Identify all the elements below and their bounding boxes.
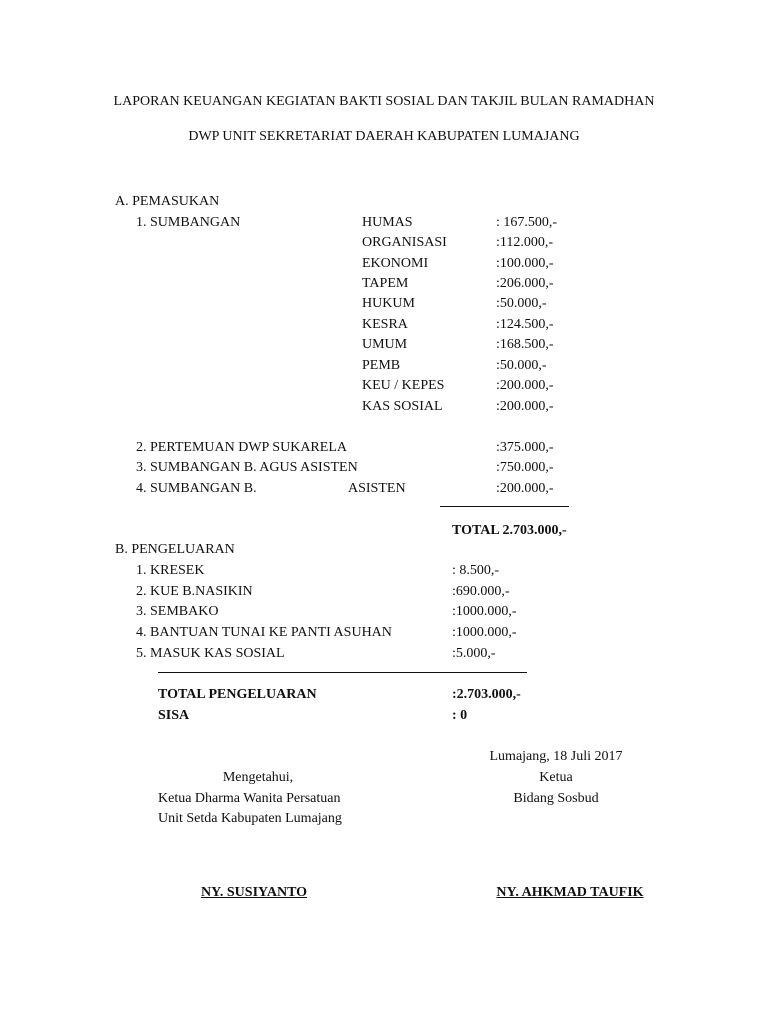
expense-item-amount: :690.000,-: [452, 584, 510, 599]
sumbangan-amount: :124.500,-: [496, 317, 554, 332]
income-item-label: 2. PERTEMUAN DWP SUKARELA: [136, 440, 347, 455]
income-item-amount: :200.000,-: [496, 481, 554, 496]
expense-item-label: 3. SEMBAKO: [136, 604, 219, 619]
income-item-label: 4. SUMBANGAN B.: [136, 481, 257, 496]
sumbangan-name: UMUM: [362, 337, 408, 352]
expense-item-amount: :1000.000,-: [452, 625, 517, 640]
signature-right-name: NY. AHKMAD TAUFIK: [496, 885, 644, 900]
balance-label: SISA: [158, 708, 190, 723]
sumbangan-amount: :200.000,-: [496, 399, 554, 414]
expense-item-label: 1. KRESEK: [136, 563, 205, 578]
sumbangan-amount: :112.000,-: [496, 235, 554, 250]
section-b-heading: B. PENGELUARAN: [115, 542, 235, 557]
sumbangan-name: PEMB: [362, 358, 401, 373]
expense-item-label: 4. BANTUAN TUNAI KE PANTI ASUHAN: [136, 625, 392, 640]
document-title: LAPORAN KEUANGAN KEGIATAN BAKTI SOSIAL DAN TAKJIL BULAN RAMADHAN: [113, 94, 655, 109]
expense-item-amount: : 8.500,-: [452, 563, 500, 578]
sumbangan-name: ORGANISASI: [362, 235, 447, 250]
income-item-amount: :375.000,-: [496, 440, 554, 455]
sumbangan-name: KEU / KEPES: [362, 378, 445, 393]
signature-right-line1: Ketua: [539, 770, 573, 785]
sumbangan-label: 1. SUMBANGAN: [136, 215, 241, 230]
sumbangan-amount: :100.000,-: [496, 256, 554, 271]
sumbangan-amount: :206.000,-: [496, 276, 554, 291]
section-a-heading: A. PEMASUKAN: [115, 194, 220, 209]
balance-amount: : 0: [452, 708, 468, 723]
income-item-label-extra: ASISTEN: [348, 481, 406, 496]
sumbangan-name: HUMAS: [362, 215, 413, 230]
expense-item-label: 5. MASUK KAS SOSIAL: [136, 646, 285, 661]
total-expense-amount: :2.703.000,-: [452, 687, 521, 702]
sumbangan-amount: : 167.500,-: [496, 215, 558, 230]
expense-total-divider: [158, 672, 527, 673]
sumbangan-name: KAS SOSIAL: [362, 399, 443, 414]
income-item-amount: :750.000,-: [496, 460, 554, 475]
sumbangan-amount: :50.000,-: [496, 296, 547, 311]
total-expense-label: TOTAL PENGELUARAN: [158, 687, 317, 702]
sumbangan-name: TAPEM: [362, 276, 409, 291]
expense-item-amount: :1000.000,-: [452, 604, 517, 619]
expense-item-amount: :5.000,-: [452, 646, 496, 661]
sumbangan-name: KESRA: [362, 317, 408, 332]
sumbangan-name: HUKUM: [362, 296, 415, 311]
signature-left-line2: Ketua Dharma Wanita Persatuan: [158, 791, 341, 806]
sumbangan-amount: :168.500,-: [496, 337, 554, 352]
signature-right-line2: Bidang Sosbud: [513, 791, 599, 806]
sumbangan-amount: :200.000,-: [496, 378, 554, 393]
signature-date: Lumajang, 18 Juli 2017: [489, 749, 623, 764]
income-item-label: 3. SUMBANGAN B. AGUS ASISTEN: [136, 460, 358, 475]
sumbangan-name: EKONOMI: [362, 256, 429, 271]
income-total: TOTAL 2.703.000,-: [452, 523, 567, 538]
signature-left-line1: Mengetahui,: [222, 770, 294, 785]
signature-left-name: NY. SUSIYANTO: [200, 885, 308, 900]
document-subtitle: DWP UNIT SEKRETARIAT DAERAH KABUPATEN LUMAJANG: [188, 129, 580, 144]
sumbangan-amount: :50.000,-: [496, 358, 547, 373]
income-total-divider: [440, 506, 569, 507]
signature-left-line3: Unit Setda Kabupaten Lumajang: [158, 811, 342, 826]
expense-item-label: 2. KUE B.NASIKIN: [136, 584, 253, 599]
